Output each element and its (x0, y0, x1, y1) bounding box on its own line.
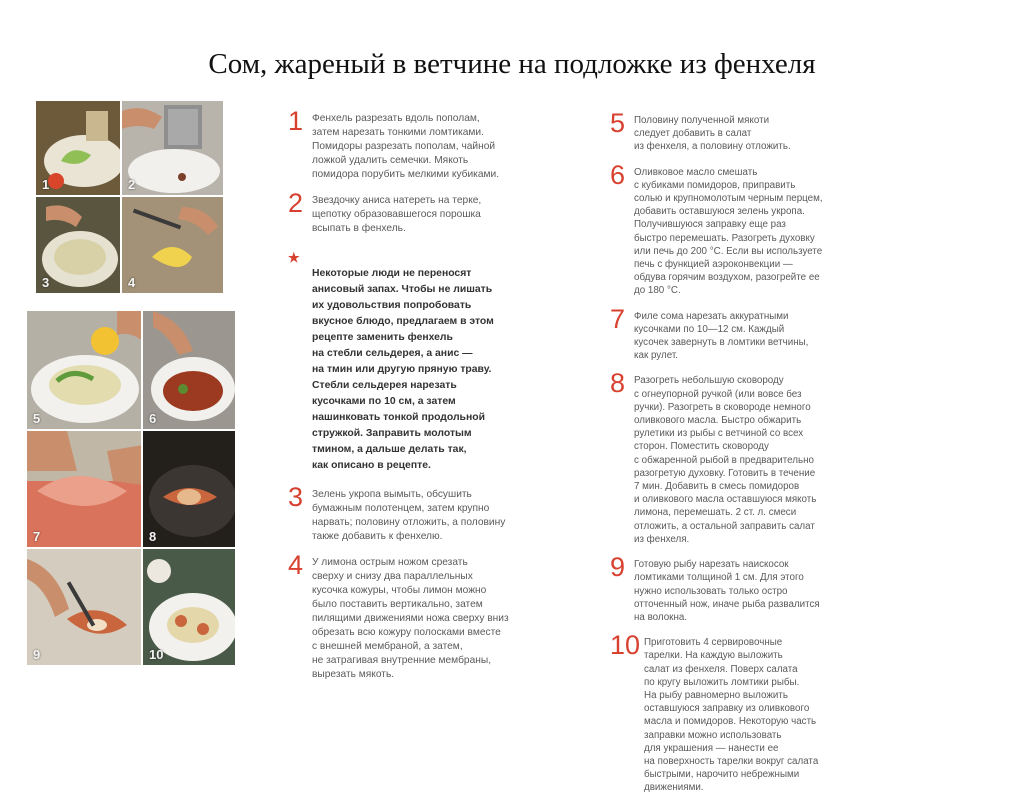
steps-column-left (288, 106, 550, 694)
step-number: 5 (610, 108, 626, 138)
photo-step-8 (142, 430, 236, 548)
food-photo-icon (27, 549, 142, 666)
step-number: 6 (610, 159, 626, 190)
step-text: Зелень укропа вымыть, обсушить бумажным полотенцем, затем крупно нарвать; половину отложить, а половину также добавить к фенхелю. (312, 489, 506, 542)
photo-number: 3 (42, 275, 50, 290)
step-4 (288, 550, 550, 682)
step-text: Филе сома нарезать аккуратными кусочками по 10—12 см. Каждый кусочек завернуть в ломтики ветчины, как рулет. (634, 310, 809, 362)
food-photo-icon (143, 311, 236, 430)
step-text: Разогреть небольшую сковороду с огнеупорной ручкой (или вовсе без ручки). Разогреть в сковороде немного оливкового масла. Быстро обжарить рулетики из рыбы с ветчиной со всех сторон. Поместить сковороду с обжаренной рыбой в предварительно разогретую духовку. Готовить в течение 7 мин. Добавить в смесь помидоров и оливкового масла оставшуюся мякоть лимона, перемешать. 2 ст. л. смеси отложить, а остальной заправить салат из фенхеля. (634, 375, 817, 545)
photo-step-5 (26, 310, 142, 430)
step-text: Половину полученной мякоти следует добавить в салат из фенхеля, а половину отложить. (634, 115, 791, 153)
step-text: Готовую рыбу нарезать наискосок ломтиками толщиной 1 см. Для этого нужно использовать только остро отточенный нож, иначе рыба развалится на волокна. (634, 559, 820, 623)
step-5 (610, 108, 880, 154)
step-text: Фенхель разрезать вдоль пополам, затем нарезать тонкими ломтиками. Помидоры разрезать пополам, чайной ложкой удалить семечки. Мякоть помидора порубить мелкими кубиками. (312, 113, 500, 180)
step-1 (288, 106, 550, 182)
food-photo-icon (122, 197, 224, 294)
tip-note (288, 250, 550, 474)
food-photo-icon (27, 311, 142, 430)
photo-step-10 (142, 548, 236, 666)
food-photo-icon (143, 431, 236, 548)
photo-number: 10 (149, 647, 164, 662)
step-text: У лимона острым ножом срезать сверху и снизу два параллельных кусочка кожуры, чтобы лимон можно было поставить вертикально, затем пилящими движениями ножа сверху вниз обрезать всю кожуру полосками вместе с внешней мембраной, а затем, не затрагивая внутренние мембраны, вырезать мякоть. (312, 557, 509, 680)
step-7 (610, 303, 880, 363)
photo-number: 7 (33, 529, 41, 544)
photo-step-4 (121, 196, 224, 294)
step-10 (610, 630, 880, 794)
step-text: Приготовить 4 сервировочные тарелки. На каждую выложить салат из фенхеля. Поверх салата по кругу выложить ломтики рыбы. На рыбу равномерно выложить оставшуюся заправку из оливкового масла и помидоров. Некоторую часть заправки можно использовать для украшения — нанести ее на поверхность тарелки вокруг салата быстрыми, нарочито небрежными движениями. (644, 637, 819, 794)
photo-number: 9 (33, 647, 41, 662)
star-icon: ★ (288, 250, 300, 265)
photo-step-2 (121, 100, 224, 196)
step-number: 8 (610, 368, 626, 399)
photo-step-1 (35, 100, 121, 196)
photo-number: 2 (128, 177, 136, 192)
step-number: 10 (610, 630, 641, 661)
photo-step-6 (142, 310, 236, 430)
photo-step-3 (35, 196, 121, 294)
steps-column-right (610, 108, 880, 807)
step-number: 4 (288, 550, 304, 580)
food-photo-icon (122, 101, 224, 196)
food-photo-icon (27, 431, 142, 548)
step-number: 2 (288, 188, 304, 218)
step-2 (288, 188, 550, 236)
photo-number: 5 (33, 411, 41, 426)
photo-number: 6 (149, 411, 157, 426)
step-text: Оливковое масло смешать с кубиками помидоров, приправить солью и крупномолотым черным перцем, добавить оставшуюся зелень укропа. Получившуюся заправку еще раз быстро перемешать. Разогреть духовку или печь до 200 °С. Если вы используете печь с функцией аэроконвекции — обдува горячим воздухом, разогрейте ее до 180 °С. (634, 166, 823, 297)
step-text: Звездочку аниса натереть на терке, щепотку образовавшегося порошка всыпать в фенхель. (312, 195, 482, 234)
photo-number: 8 (149, 529, 157, 544)
step-8 (610, 368, 880, 546)
step-number: 3 (288, 482, 304, 512)
photo-step-7 (26, 430, 142, 548)
tip-text: Некоторые люди не переносят анисовый запах. Чтобы не лишать их удовольствия попробовать вкусное блюдо, предлагаем в этом рецепте заменить фенхель на стебли сельдерея, а анис — на тмин или другую пряную траву. Стебли сельдерея нарезать кусочками по 10 см, а затем нашинковать тонкой продольной стружкой. Заправить молотым тмином, а дальше делать так, как описано в рецепте. (312, 268, 494, 471)
page-title: Сом, жареный в ветчине на подложке из фенхеля (208, 48, 816, 80)
photo-number: 1 (42, 177, 50, 192)
photo-number: 4 (128, 275, 136, 290)
step-3 (288, 482, 550, 544)
step-number: 7 (610, 303, 626, 334)
photo-step-9 (26, 548, 142, 666)
step-9 (610, 552, 880, 624)
step-number: 9 (610, 552, 626, 583)
step-6 (610, 159, 880, 298)
step-number: 1 (288, 106, 304, 136)
